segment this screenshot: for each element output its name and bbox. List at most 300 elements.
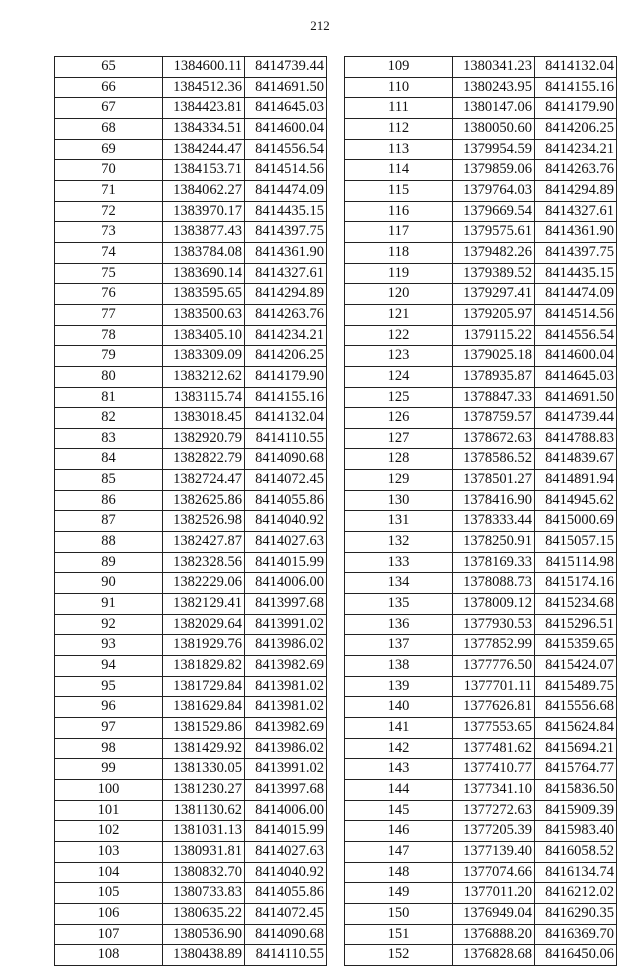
- y-coordinate-cell: 8415174.16: [535, 573, 617, 594]
- y-coordinate-cell: 8414556.54: [245, 139, 327, 160]
- y-coordinate-cell: 8414788.83: [535, 428, 617, 449]
- x-coordinate-cell: 1384423.81: [163, 98, 245, 119]
- table-row: [345, 511, 617, 532]
- y-coordinate-cell: 8416290.35: [535, 903, 617, 924]
- table-row: [55, 697, 327, 718]
- table-row: [55, 738, 327, 759]
- point-number-cell: 92: [55, 614, 163, 635]
- x-coordinate-cell: 1377481.62: [453, 738, 535, 759]
- coordinates-table-left: [54, 56, 327, 966]
- table-row: [345, 779, 617, 800]
- point-number-cell: 94: [55, 656, 163, 677]
- x-coordinate-cell: 1379575.61: [453, 222, 535, 243]
- table-row: [55, 304, 327, 325]
- x-coordinate-cell: 1380050.60: [453, 118, 535, 139]
- table-row: [55, 821, 327, 842]
- x-coordinate-cell: 1382625.86: [163, 490, 245, 511]
- point-number-cell: 76: [55, 284, 163, 305]
- y-coordinate-cell: 8414691.50: [245, 77, 327, 98]
- table-row: [55, 718, 327, 739]
- point-number-cell: 145: [345, 800, 453, 821]
- table-row: [345, 77, 617, 98]
- x-coordinate-cell: 1380147.06: [453, 98, 535, 119]
- table-row: [55, 57, 327, 78]
- y-coordinate-cell: 8414294.89: [245, 284, 327, 305]
- y-coordinate-cell: 8414006.00: [245, 800, 327, 821]
- x-coordinate-cell: 1379764.03: [453, 180, 535, 201]
- point-number-cell: 105: [55, 883, 163, 904]
- y-coordinate-cell: 8414006.00: [245, 573, 327, 594]
- point-number-cell: 96: [55, 697, 163, 718]
- point-number-cell: 93: [55, 635, 163, 656]
- table-row: [345, 304, 617, 325]
- point-number-cell: 88: [55, 532, 163, 553]
- x-coordinate-cell: 1376949.04: [453, 903, 535, 924]
- table-row: [55, 346, 327, 367]
- table-row: [345, 759, 617, 780]
- x-coordinate-cell: 1383877.43: [163, 222, 245, 243]
- x-coordinate-cell: 1377701.11: [453, 676, 535, 697]
- point-number-cell: 109: [345, 57, 453, 78]
- x-coordinate-cell: 1381629.84: [163, 697, 245, 718]
- x-coordinate-cell: 1381529.86: [163, 718, 245, 739]
- y-coordinate-cell: 8414435.15: [245, 201, 327, 222]
- x-coordinate-cell: 1377776.50: [453, 656, 535, 677]
- point-number-cell: 129: [345, 470, 453, 491]
- point-number-cell: 68: [55, 118, 163, 139]
- y-coordinate-cell: 8414015.99: [245, 552, 327, 573]
- point-number-cell: 71: [55, 180, 163, 201]
- table-row: [55, 263, 327, 284]
- y-coordinate-cell: 8414474.09: [245, 180, 327, 201]
- table-row: [345, 573, 617, 594]
- y-coordinate-cell: 8414645.03: [535, 366, 617, 387]
- point-number-cell: 75: [55, 263, 163, 284]
- table-row: [345, 428, 617, 449]
- point-number-cell: 135: [345, 594, 453, 615]
- point-number-cell: 146: [345, 821, 453, 842]
- point-number-cell: 123: [345, 346, 453, 367]
- table-row: [55, 366, 327, 387]
- y-coordinate-cell: 8415000.69: [535, 511, 617, 532]
- x-coordinate-cell: 1383595.65: [163, 284, 245, 305]
- coordinates-table-right: [344, 56, 617, 966]
- x-coordinate-cell: 1378009.12: [453, 594, 535, 615]
- table-row: [55, 98, 327, 119]
- table-row: [345, 201, 617, 222]
- x-coordinate-cell: 1381330.05: [163, 759, 245, 780]
- point-number-cell: 119: [345, 263, 453, 284]
- x-coordinate-cell: 1377626.81: [453, 697, 535, 718]
- point-number-cell: 80: [55, 366, 163, 387]
- point-number-cell: 150: [345, 903, 453, 924]
- x-coordinate-cell: 1376888.20: [453, 924, 535, 945]
- y-coordinate-cell: 8414234.21: [535, 139, 617, 160]
- point-number-cell: 72: [55, 201, 163, 222]
- y-coordinate-cell: 8416134.74: [535, 862, 617, 883]
- point-number-cell: 81: [55, 387, 163, 408]
- y-coordinate-cell: 8414027.63: [245, 841, 327, 862]
- table-row: [55, 325, 327, 346]
- table-row: [55, 428, 327, 449]
- x-coordinate-cell: 1382920.79: [163, 428, 245, 449]
- x-coordinate-cell: 1381230.27: [163, 779, 245, 800]
- x-coordinate-cell: 1379389.52: [453, 263, 535, 284]
- y-coordinate-cell: 8414327.61: [245, 263, 327, 284]
- x-coordinate-cell: 1381031.13: [163, 821, 245, 842]
- table-row: [55, 284, 327, 305]
- x-coordinate-cell: 1376828.68: [453, 945, 535, 966]
- point-number-cell: 102: [55, 821, 163, 842]
- point-number-cell: 104: [55, 862, 163, 883]
- point-number-cell: 86: [55, 490, 163, 511]
- x-coordinate-cell: 1377074.66: [453, 862, 535, 883]
- table-row: [55, 656, 327, 677]
- table-row: [55, 408, 327, 429]
- point-number-cell: 132: [345, 532, 453, 553]
- y-coordinate-cell: 8414739.44: [535, 408, 617, 429]
- point-number-cell: 133: [345, 552, 453, 573]
- y-coordinate-cell: 8416369.70: [535, 924, 617, 945]
- point-number-cell: 78: [55, 325, 163, 346]
- point-number-cell: 77: [55, 304, 163, 325]
- y-coordinate-cell: 8416058.52: [535, 841, 617, 862]
- point-number-cell: 85: [55, 470, 163, 491]
- point-number-cell: 106: [55, 903, 163, 924]
- y-coordinate-cell: 8415057.15: [535, 532, 617, 553]
- table-row: [55, 883, 327, 904]
- table-row: [345, 180, 617, 201]
- table-row: [55, 552, 327, 573]
- table-row: [345, 614, 617, 635]
- table-row: [55, 924, 327, 945]
- point-number-cell: 100: [55, 779, 163, 800]
- point-number-cell: 149: [345, 883, 453, 904]
- y-coordinate-cell: 8414600.04: [535, 346, 617, 367]
- point-number-cell: 141: [345, 718, 453, 739]
- x-coordinate-cell: 1381429.92: [163, 738, 245, 759]
- table-row: [345, 821, 617, 842]
- table-row: [55, 676, 327, 697]
- table-row: [345, 635, 617, 656]
- x-coordinate-cell: 1384244.47: [163, 139, 245, 160]
- y-coordinate-cell: 8414206.25: [245, 346, 327, 367]
- x-coordinate-cell: 1380931.81: [163, 841, 245, 862]
- point-number-cell: 147: [345, 841, 453, 862]
- y-coordinate-cell: 8414474.09: [535, 284, 617, 305]
- y-coordinate-cell: 8414327.61: [535, 201, 617, 222]
- table-row: [55, 635, 327, 656]
- table-row: [55, 118, 327, 139]
- point-number-cell: 116: [345, 201, 453, 222]
- point-number-cell: 113: [345, 139, 453, 160]
- point-number-cell: 143: [345, 759, 453, 780]
- point-number-cell: 140: [345, 697, 453, 718]
- point-number-cell: 110: [345, 77, 453, 98]
- y-coordinate-cell: 8413982.69: [245, 656, 327, 677]
- x-coordinate-cell: 1382029.64: [163, 614, 245, 635]
- point-number-cell: 120: [345, 284, 453, 305]
- x-coordinate-cell: 1383784.08: [163, 242, 245, 263]
- point-number-cell: 114: [345, 160, 453, 181]
- table-row: [345, 470, 617, 491]
- y-coordinate-cell: 8414055.86: [245, 883, 327, 904]
- y-coordinate-cell: 8414234.21: [245, 325, 327, 346]
- point-number-cell: 89: [55, 552, 163, 573]
- table-row: [345, 284, 617, 305]
- x-coordinate-cell: 1380832.70: [163, 862, 245, 883]
- point-number-cell: 122: [345, 325, 453, 346]
- x-coordinate-cell: 1378847.33: [453, 387, 535, 408]
- y-coordinate-cell: 8414691.50: [535, 387, 617, 408]
- point-number-cell: 117: [345, 222, 453, 243]
- y-coordinate-cell: 8414556.54: [535, 325, 617, 346]
- y-coordinate-cell: 8414263.76: [245, 304, 327, 325]
- x-coordinate-cell: 1384153.71: [163, 160, 245, 181]
- y-coordinate-cell: 8414514.56: [245, 160, 327, 181]
- x-coordinate-cell: 1378416.90: [453, 490, 535, 511]
- table-row: [345, 697, 617, 718]
- table-row: [345, 552, 617, 573]
- table-row: [345, 656, 617, 677]
- x-coordinate-cell: 1377852.99: [453, 635, 535, 656]
- y-coordinate-cell: 8414945.62: [535, 490, 617, 511]
- x-coordinate-cell: 1378586.52: [453, 449, 535, 470]
- y-coordinate-cell: 8414155.16: [535, 77, 617, 98]
- x-coordinate-cell: 1379669.54: [453, 201, 535, 222]
- table-row: [345, 98, 617, 119]
- table-row: [55, 800, 327, 821]
- x-coordinate-cell: 1382724.47: [163, 470, 245, 491]
- table-row: [55, 532, 327, 553]
- point-number-cell: 130: [345, 490, 453, 511]
- point-number-cell: 95: [55, 676, 163, 697]
- point-number-cell: 67: [55, 98, 163, 119]
- y-coordinate-cell: 8414739.44: [245, 57, 327, 78]
- table-row: [55, 470, 327, 491]
- table-row: [55, 490, 327, 511]
- x-coordinate-cell: 1381130.62: [163, 800, 245, 821]
- y-coordinate-cell: 8413991.02: [245, 759, 327, 780]
- x-coordinate-cell: 1379025.18: [453, 346, 535, 367]
- y-coordinate-cell: 8413986.02: [245, 635, 327, 656]
- point-number-cell: 115: [345, 180, 453, 201]
- y-coordinate-cell: 8414132.04: [245, 408, 327, 429]
- point-number-cell: 65: [55, 57, 163, 78]
- x-coordinate-cell: 1383212.62: [163, 366, 245, 387]
- table-row: [345, 222, 617, 243]
- table-row: [55, 573, 327, 594]
- point-number-cell: 66: [55, 77, 163, 98]
- table-row: [345, 366, 617, 387]
- y-coordinate-cell: 8414645.03: [245, 98, 327, 119]
- table-row: [345, 408, 617, 429]
- y-coordinate-cell: 8414179.90: [535, 98, 617, 119]
- table-row: [345, 718, 617, 739]
- table-row: [345, 387, 617, 408]
- table-row: [55, 862, 327, 883]
- y-coordinate-cell: 8413981.02: [245, 676, 327, 697]
- y-coordinate-cell: 8414040.92: [245, 862, 327, 883]
- point-number-cell: 138: [345, 656, 453, 677]
- x-coordinate-cell: 1379859.06: [453, 160, 535, 181]
- table-row: [55, 903, 327, 924]
- y-coordinate-cell: 8414839.67: [535, 449, 617, 470]
- y-coordinate-cell: 8414891.94: [535, 470, 617, 491]
- table-row: [345, 903, 617, 924]
- table-row: [55, 594, 327, 615]
- y-coordinate-cell: 8415694.21: [535, 738, 617, 759]
- point-number-cell: 137: [345, 635, 453, 656]
- table-row: [345, 924, 617, 945]
- table-row: [345, 57, 617, 78]
- x-coordinate-cell: 1380243.95: [453, 77, 535, 98]
- x-coordinate-cell: 1377410.77: [453, 759, 535, 780]
- y-coordinate-cell: 8415234.68: [535, 594, 617, 615]
- x-coordinate-cell: 1381929.76: [163, 635, 245, 656]
- x-coordinate-cell: 1377139.40: [453, 841, 535, 862]
- point-number-cell: 128: [345, 449, 453, 470]
- x-coordinate-cell: 1382129.41: [163, 594, 245, 615]
- y-coordinate-cell: 8414435.15: [535, 263, 617, 284]
- point-number-cell: 84: [55, 449, 163, 470]
- table-row: [345, 945, 617, 966]
- y-coordinate-cell: 8414015.99: [245, 821, 327, 842]
- y-coordinate-cell: 8415359.65: [535, 635, 617, 656]
- x-coordinate-cell: 1382229.06: [163, 573, 245, 594]
- y-coordinate-cell: 8413981.02: [245, 697, 327, 718]
- point-number-cell: 144: [345, 779, 453, 800]
- page-number: 212: [310, 18, 330, 33]
- point-number-cell: 73: [55, 222, 163, 243]
- table-row: [345, 242, 617, 263]
- x-coordinate-cell: 1378169.33: [453, 552, 535, 573]
- point-number-cell: 97: [55, 718, 163, 739]
- point-number-cell: 112: [345, 118, 453, 139]
- y-coordinate-cell: 8416450.06: [535, 945, 617, 966]
- x-coordinate-cell: 1377272.63: [453, 800, 535, 821]
- point-number-cell: 152: [345, 945, 453, 966]
- point-number-cell: 134: [345, 573, 453, 594]
- y-coordinate-cell: 8415489.75: [535, 676, 617, 697]
- y-coordinate-cell: 8414263.76: [535, 160, 617, 181]
- point-number-cell: 99: [55, 759, 163, 780]
- y-coordinate-cell: 8414072.45: [245, 470, 327, 491]
- y-coordinate-cell: 8414072.45: [245, 903, 327, 924]
- point-number-cell: 142: [345, 738, 453, 759]
- x-coordinate-cell: 1379115.22: [453, 325, 535, 346]
- x-coordinate-cell: 1383115.74: [163, 387, 245, 408]
- table-row: [55, 841, 327, 862]
- table-row: [345, 738, 617, 759]
- y-coordinate-cell: 8413986.02: [245, 738, 327, 759]
- y-coordinate-cell: 8413982.69: [245, 718, 327, 739]
- y-coordinate-cell: 8414040.92: [245, 511, 327, 532]
- x-coordinate-cell: 1383309.09: [163, 346, 245, 367]
- y-coordinate-cell: 8414514.56: [535, 304, 617, 325]
- y-coordinate-cell: 8414155.16: [245, 387, 327, 408]
- y-coordinate-cell: 8414090.68: [245, 924, 327, 945]
- x-coordinate-cell: 1377205.39: [453, 821, 535, 842]
- point-number-cell: 79: [55, 346, 163, 367]
- x-coordinate-cell: 1382822.79: [163, 449, 245, 470]
- x-coordinate-cell: 1378501.27: [453, 470, 535, 491]
- point-number-cell: 126: [345, 408, 453, 429]
- x-coordinate-cell: 1383690.14: [163, 263, 245, 284]
- point-number-cell: 70: [55, 160, 163, 181]
- x-coordinate-cell: 1378333.44: [453, 511, 535, 532]
- y-coordinate-cell: 8413997.68: [245, 594, 327, 615]
- x-coordinate-cell: 1384334.51: [163, 118, 245, 139]
- y-coordinate-cell: 8414361.90: [535, 222, 617, 243]
- y-coordinate-cell: 8414027.63: [245, 532, 327, 553]
- y-coordinate-cell: 8414179.90: [245, 366, 327, 387]
- x-coordinate-cell: 1383018.45: [163, 408, 245, 429]
- point-number-cell: 87: [55, 511, 163, 532]
- table-row: [55, 759, 327, 780]
- x-coordinate-cell: 1380536.90: [163, 924, 245, 945]
- table-row: [345, 160, 617, 181]
- x-coordinate-cell: 1378250.91: [453, 532, 535, 553]
- point-number-cell: 121: [345, 304, 453, 325]
- x-coordinate-cell: 1378759.57: [453, 408, 535, 429]
- x-coordinate-cell: 1378088.73: [453, 573, 535, 594]
- x-coordinate-cell: 1380733.83: [163, 883, 245, 904]
- y-coordinate-cell: 8414294.89: [535, 180, 617, 201]
- x-coordinate-cell: 1380438.89: [163, 945, 245, 966]
- point-number-cell: 101: [55, 800, 163, 821]
- point-number-cell: 148: [345, 862, 453, 883]
- table-row: [345, 346, 617, 367]
- x-coordinate-cell: 1379205.97: [453, 304, 535, 325]
- x-coordinate-cell: 1384512.36: [163, 77, 245, 98]
- y-coordinate-cell: 8415764.77: [535, 759, 617, 780]
- point-number-cell: 131: [345, 511, 453, 532]
- x-coordinate-cell: 1383970.17: [163, 201, 245, 222]
- point-number-cell: 90: [55, 573, 163, 594]
- table-row: [345, 263, 617, 284]
- y-coordinate-cell: 8414132.04: [535, 57, 617, 78]
- y-coordinate-cell: 8415909.39: [535, 800, 617, 821]
- y-coordinate-cell: 8413997.68: [245, 779, 327, 800]
- table-row: [345, 490, 617, 511]
- point-number-cell: 98: [55, 738, 163, 759]
- x-coordinate-cell: 1377011.20: [453, 883, 535, 904]
- point-number-cell: 127: [345, 428, 453, 449]
- y-coordinate-cell: 8414055.86: [245, 490, 327, 511]
- table-row: [345, 449, 617, 470]
- point-number-cell: 136: [345, 614, 453, 635]
- y-coordinate-cell: 8414600.04: [245, 118, 327, 139]
- y-coordinate-cell: 8415424.07: [535, 656, 617, 677]
- y-coordinate-cell: 8414206.25: [535, 118, 617, 139]
- x-coordinate-cell: 1382526.98: [163, 511, 245, 532]
- y-coordinate-cell: 8415556.68: [535, 697, 617, 718]
- table-row: [345, 800, 617, 821]
- point-number-cell: 139: [345, 676, 453, 697]
- table-row: [55, 77, 327, 98]
- table-row: [55, 222, 327, 243]
- x-coordinate-cell: 1377553.65: [453, 718, 535, 739]
- y-coordinate-cell: 8415836.50: [535, 779, 617, 800]
- y-coordinate-cell: 8414361.90: [245, 242, 327, 263]
- x-coordinate-cell: 1383405.10: [163, 325, 245, 346]
- point-number-cell: 111: [345, 98, 453, 119]
- x-coordinate-cell: 1383500.63: [163, 304, 245, 325]
- point-number-cell: 83: [55, 428, 163, 449]
- x-coordinate-cell: 1380341.23: [453, 57, 535, 78]
- table-row: [55, 945, 327, 966]
